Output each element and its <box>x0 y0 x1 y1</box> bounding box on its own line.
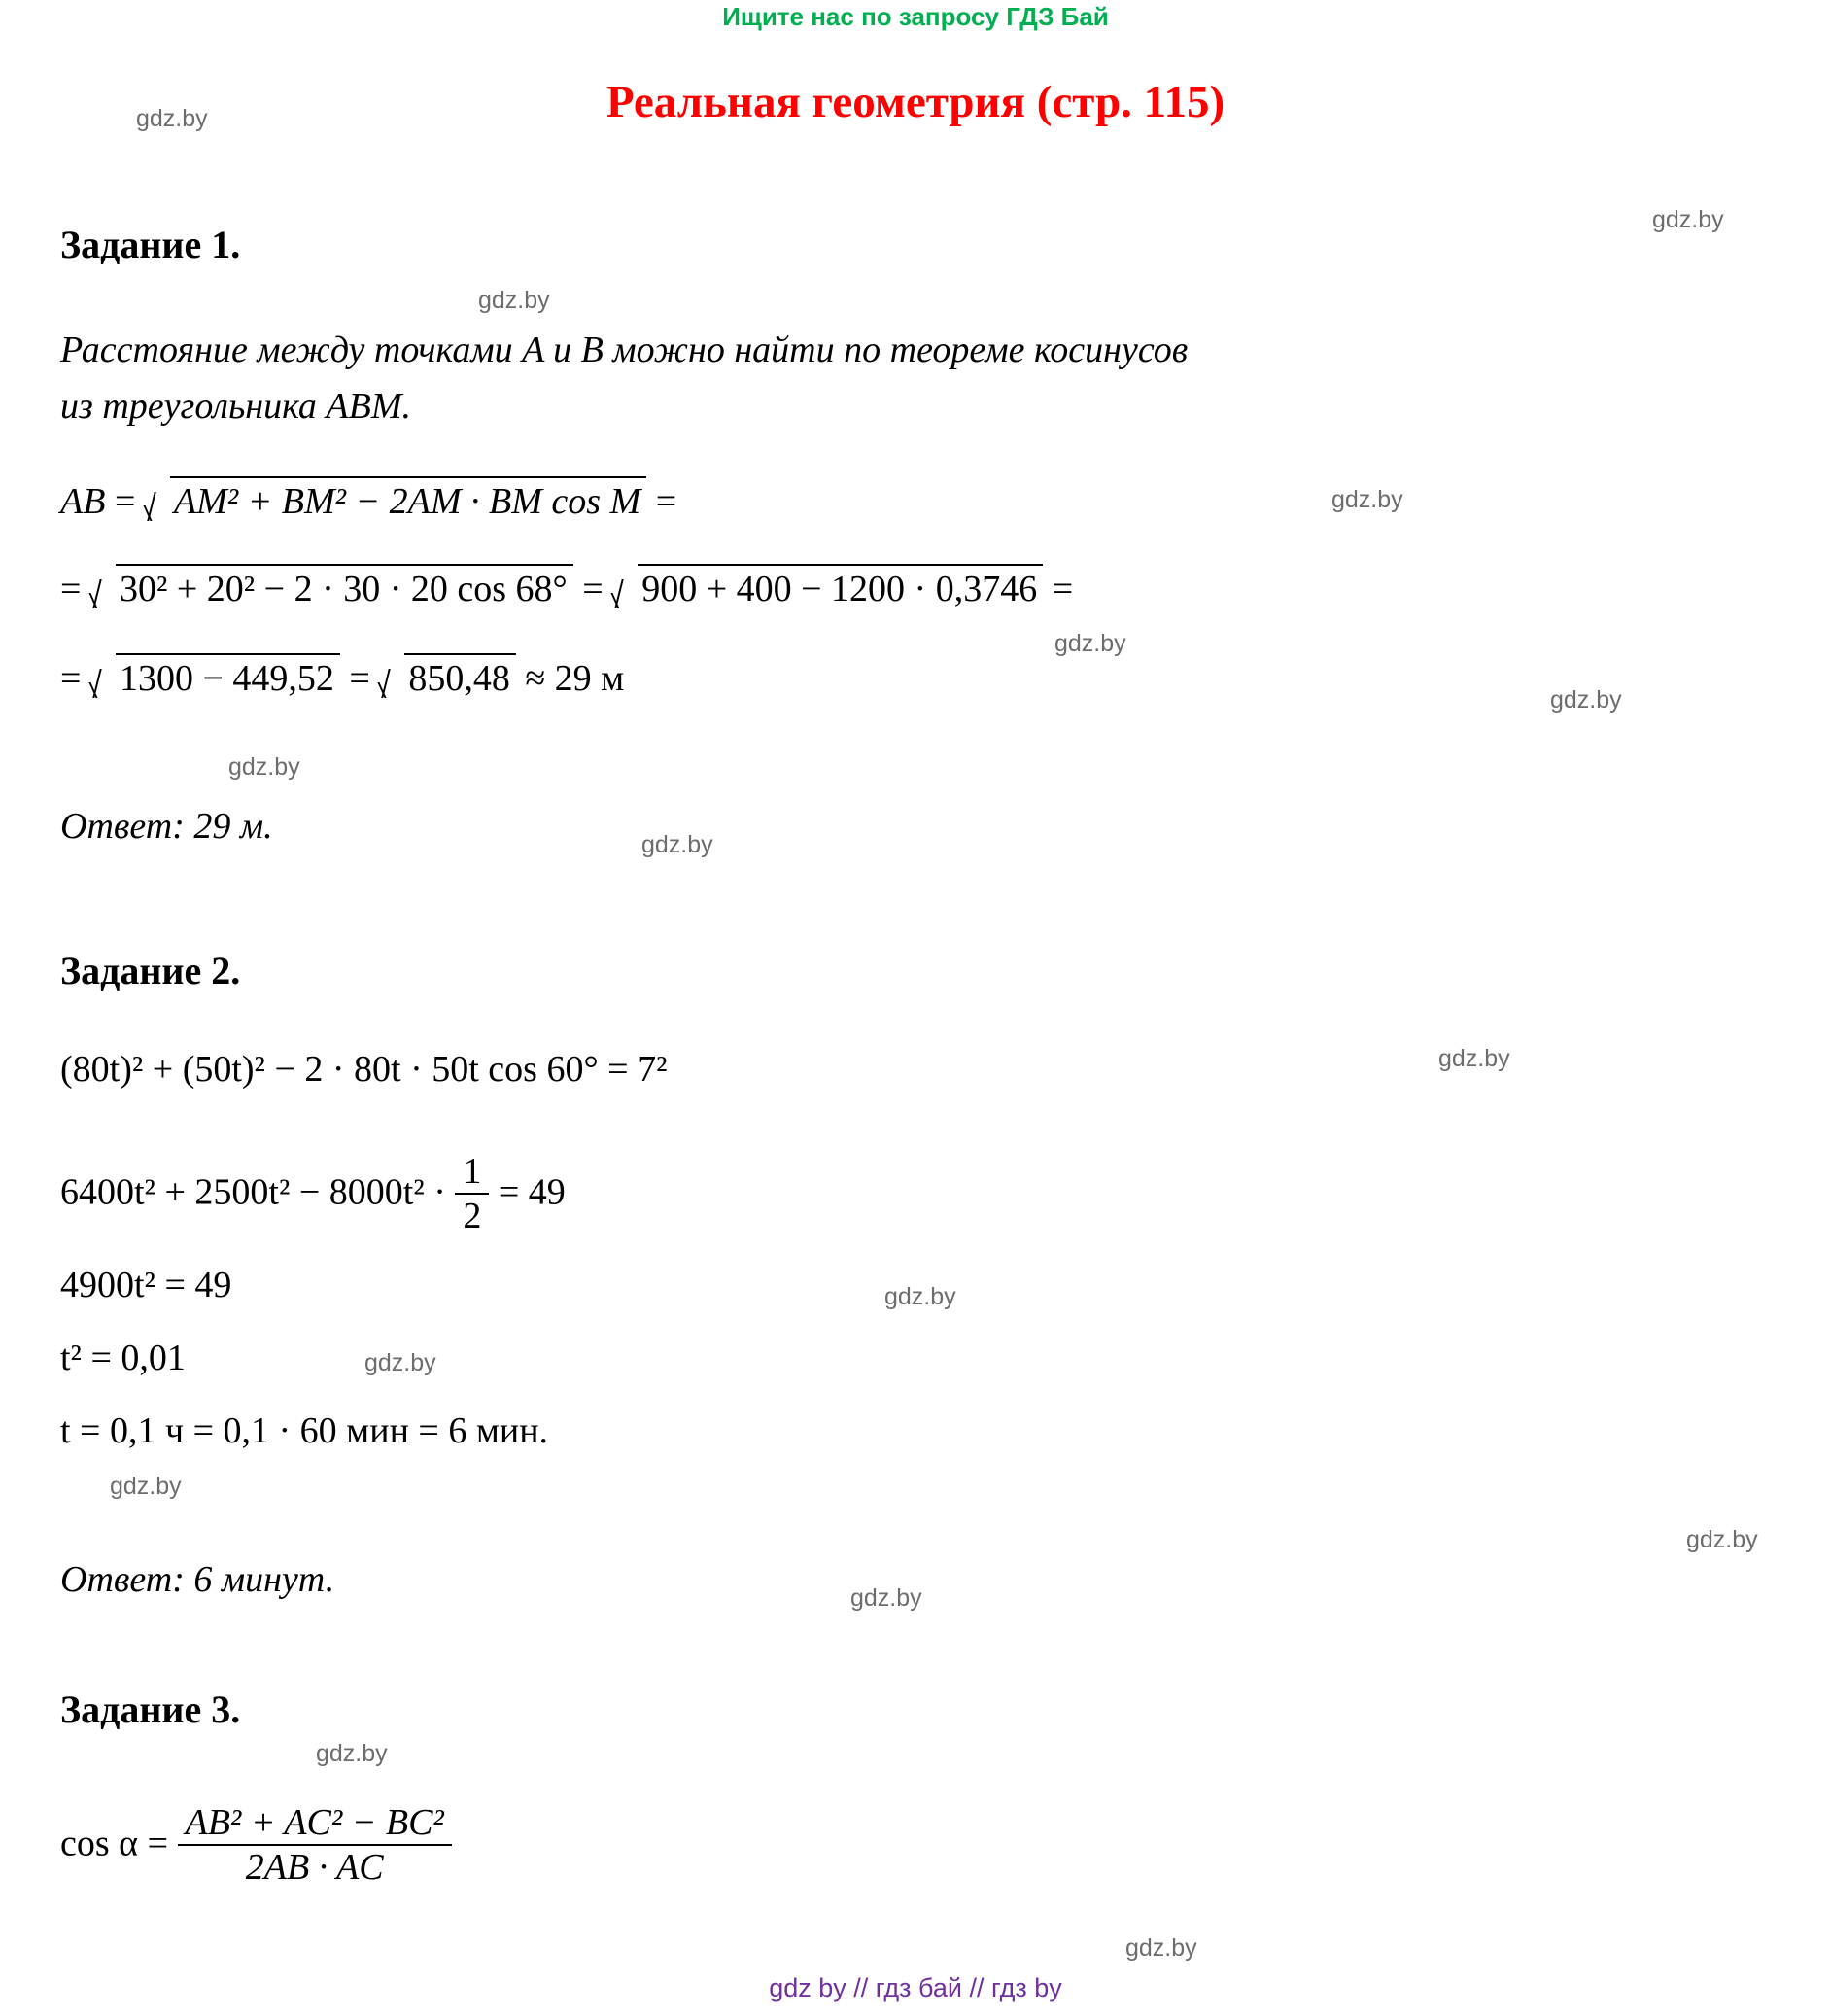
watermark: gdz.by <box>884 1283 956 1310</box>
formula-tail: ≈ 29 м <box>525 658 625 699</box>
task-2-line-5: t = 0,1 ч = 0,1 · 60 мин = 6 мин. <box>60 1410 549 1451</box>
task-1-intro-line-2: из треугольника ABM. <box>60 386 411 427</box>
radicand: 850,48 <box>404 653 516 700</box>
task-1-answer: Ответ: 29 м. <box>60 806 273 847</box>
task-2-line-4: t² = 0,01 <box>60 1338 186 1378</box>
promo-banner: Ищите нас по запросу ГДЗ Бай <box>722 2 1109 31</box>
watermark: gdz.by <box>228 753 300 781</box>
fraction-numerator: AB² + AC² − BC² <box>185 1802 444 1843</box>
watermark: gdz.by <box>1550 686 1622 713</box>
radical-symbol <box>145 476 646 523</box>
radical-symbol <box>90 564 573 610</box>
task-1-formula-line-3 <box>60 653 624 700</box>
watermark: gdz.by <box>110 1473 182 1500</box>
formula-lhs: AB <box>60 481 106 522</box>
watermark: gdz.by <box>136 105 208 132</box>
radical-symbol <box>612 564 1043 610</box>
task-2-heading: Задание 2. <box>60 949 241 992</box>
watermark: gdz.by <box>1652 206 1724 233</box>
radicand: AM² + BM² − 2AM · BM cos M <box>170 476 646 523</box>
radicand: 900 + 400 − 1200 · 0,3746 <box>638 564 1043 610</box>
footer-links[interactable]: gdz by // гдз бай // гдз by <box>769 1973 1062 2002</box>
equals-sign: = <box>349 658 370 699</box>
formula-tail: = <box>1052 569 1074 609</box>
watermark: gdz.by <box>1054 630 1126 657</box>
fraction-one-half <box>455 1150 489 1237</box>
watermark: gdz.by <box>1125 1934 1197 1962</box>
task-3-heading: Задание 3. <box>60 1687 241 1731</box>
task-2-answer: Ответ: 6 минут. <box>60 1559 335 1600</box>
watermark: gdz.by <box>1686 1526 1758 1553</box>
equals-sign: = <box>60 569 82 609</box>
task-2-line-2-prefix: 6400t² + 2500t² − 8000t² · <box>60 1171 446 1213</box>
radicand: 30² + 20² − 2 · 30 · 20 cos 68° <box>116 564 573 610</box>
task-1-intro-line-1: Расстояние между точками A и B можно найти по теореме косинусов <box>60 330 1189 370</box>
watermark: gdz.by <box>850 1584 922 1612</box>
task-2-line-3: 4900t² = 49 <box>60 1265 232 1305</box>
task-2-line-1: (80t)² + (50t)² − 2 · 80t · 50t cos 60° = 7² <box>60 1049 668 1090</box>
task-2-line-2 <box>60 1152 566 1239</box>
watermark: gdz.by <box>478 287 550 314</box>
radicand: 1300 − 449,52 <box>116 653 340 700</box>
task-3-formula <box>60 1803 452 1891</box>
fraction-cos-alpha <box>178 1801 452 1889</box>
fraction-denominator: 2AB · AC <box>178 1844 452 1889</box>
formula-tail: = <box>655 481 677 522</box>
task-3-lhs: cos α = <box>60 1823 168 1864</box>
equals-sign: = <box>582 569 604 609</box>
watermark: gdz.by <box>1331 486 1403 513</box>
watermark: gdz.by <box>1438 1045 1510 1072</box>
radical-symbol <box>90 653 340 700</box>
equals-sign: = <box>60 658 82 699</box>
watermark: gdz.by <box>316 1740 388 1767</box>
radical-symbol <box>379 653 516 700</box>
task-2-line-2-suffix: = 49 <box>498 1171 566 1213</box>
task-1-heading: Задание 1. <box>60 223 241 266</box>
equals-sign: = <box>114 481 136 522</box>
task-1-formula-line-2 <box>60 564 1073 610</box>
watermark: gdz.by <box>364 1349 436 1376</box>
fraction-numerator: 1 <box>463 1151 482 1192</box>
task-1-formula-line-1 <box>60 476 676 523</box>
watermark: gdz.by <box>641 831 713 858</box>
page-title: Реальная геометрия (стр. 115) <box>605 77 1226 127</box>
fraction-denominator: 2 <box>455 1193 489 1237</box>
